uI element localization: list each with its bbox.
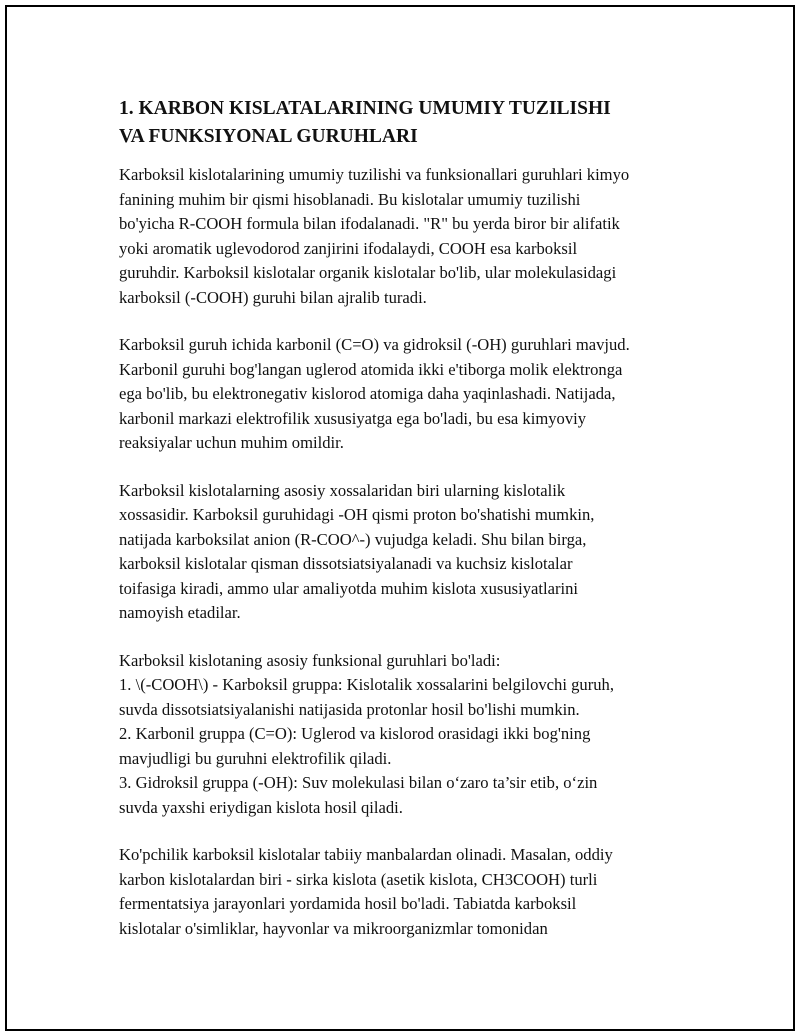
document-content — [119, 95, 704, 964]
text-line: Karboksil kislotaning asosiy funksional guruhlari bo'ladi: — [119, 650, 501, 670]
text-line: reaksiyalar uchun muhim omildir. — [119, 433, 344, 452]
document-page — [5, 5, 795, 1031]
text-line: Karbonil guruhi bog'langan uglerod atomida ikki e'tiborga molik elektronga — [119, 359, 623, 379]
paragraph-natural-sources — [119, 843, 704, 941]
list-item: 3. Gidroksil gruppa (-OH): Suv molekulasi bilan o‘zaro ta’sir etib, o‘zin — [119, 773, 598, 792]
text-line: Karboksil kislotalarning asosiy xossalaridan biri ularning kislotalik — [119, 480, 566, 500]
text-line: natijada karboksilat anion (R-COO^-) vujudga keladi. Shu bilan birga, — [119, 529, 587, 549]
text-line: karboksil (-COOH) guruhi bilan ajralib turadi. — [119, 287, 427, 307]
text-line: suvda yaxshi eriydigan kislota hosil qiladi. — [119, 797, 403, 817]
text-line: toifasiga kiradi, ammo ular amaliyotda muhim kislota xususiyatlarini — [119, 578, 579, 598]
section-heading — [119, 95, 704, 151]
text-line: Ko'pchilik karboksil kislotalar tabiiy manbalardan olinadi. Masalan, oddiy — [119, 845, 613, 864]
text-line: xossasidir. Karboksil guruhidagi -OH qismi proton bo'shatishi mumkin, — [119, 505, 595, 524]
text-line: yoki aromatik uglevodorod zanjirini ifodalaydi, COOH esa karboksil — [119, 238, 578, 258]
text-line: karboksil kislotalar qisman dissotsiatsiyalanadi va kuchsiz kislotalar — [119, 554, 573, 573]
text-line: namoyish etadilar. — [119, 603, 241, 622]
list-item: 1. \(-COOH\) - Karboksil gruppa: Kislotalik xossalarini belgilovchi guruh, — [119, 675, 614, 694]
paragraph-acidity — [119, 479, 704, 626]
text-line: ega bo'lib, bu elektronegativ kislorod atomiga daha yaqinlashadi. Natijada, — [119, 384, 616, 403]
paragraph-carbonyl-hydroxyl — [119, 333, 704, 456]
list-item: 2. Karbonil gruppa (C=O): Uglerod va kislorod orasidagi ikki bog'ning — [119, 724, 591, 743]
text-line: Karboksil kislotalarining umumiy tuzilishi va funksionallari guruhlari kimyo — [119, 165, 630, 184]
text-line: karbonil markazi elektrofilik xususiyatga ega bo'ladi, bu esa kimyoviy — [119, 408, 587, 428]
paragraph-general-structure — [119, 163, 704, 310]
paragraph-functional-groups — [119, 649, 704, 821]
text-line: fanining muhim bir qismi hisoblanadi. Bu kislotalar umumiy tuzilishi — [119, 189, 581, 209]
text-line: bo'yicha R-COOH formula bilan ifodalanadi. "R" bu yerda biror bir alifatik — [119, 214, 620, 233]
text-line: mavjudligi bu guruhni elektrofilik qiladi. — [119, 748, 392, 768]
text-line: fermentatsiya jarayonlari yordamida hosil bo'ladi. Tabiatda karboksil — [119, 894, 577, 913]
text-line: karbon kislotalardan biri - sirka kislota (asetik kislota, CH3COOH) turli — [119, 869, 598, 889]
text-line: Karboksil guruh ichida karbonil (C=O) va gidroksil (-OH) guruhlari mavjud. — [119, 335, 630, 354]
text-line: kislotalar o'simliklar, hayvonlar va mikroorganizmlar tomonidan — [119, 918, 548, 938]
text-line: guruhdir. Karboksil kislotalar organik kislotalar bo'lib, ular molekulasidagi — [119, 263, 617, 282]
heading-line: VA FUNKSIYONAL GURUHLARI — [119, 126, 418, 147]
text-line: suvda dissotsiatsiyalanishi natijasida protonlar hosil bo'lishi mumkin. — [119, 699, 580, 719]
heading-line: 1. KARBON KISLATALARINING UMUMIY TUZILISHI — [119, 98, 611, 119]
